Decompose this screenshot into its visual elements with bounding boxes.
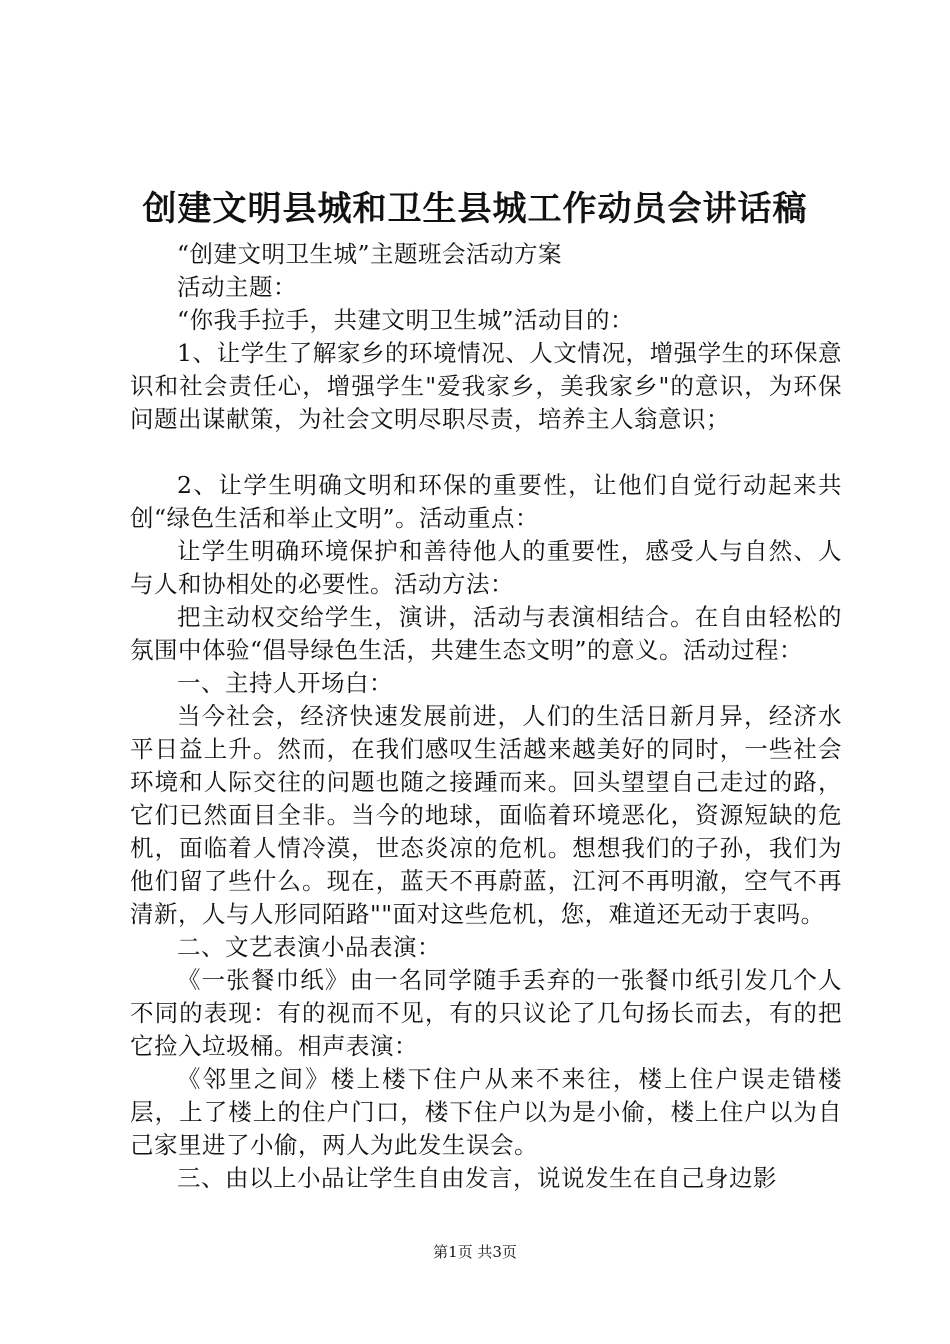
paragraph: 2、让学生明确文明和环保的重要性，让他们自觉行动起来共创“绿色生活和举止文明”。活动重点： bbox=[130, 471, 842, 532]
paragraph: 《邻里之间》楼上楼下住户从来不来往，楼上住户误走错楼层，上了楼上的住户门口，楼下住户以为是小偷，楼上住户以为自己家里进了小偷，两人为此发生误会。 bbox=[130, 1065, 842, 1159]
paragraph: 1、让学生了解家乡的环境情况、人文情况，增强学生的环保意识和社会责任心，增强学生"爱我家乡，美我家乡"的意识，为环保问题出谋献策，为社会文明尽职尽责，培养主人翁意识； bbox=[130, 339, 842, 433]
document-body bbox=[130, 238, 842, 1195]
paragraph: “创建文明卫生城”主题班会活动方案 bbox=[177, 240, 563, 268]
paragraph: 活动主题： bbox=[177, 273, 297, 301]
paragraph: 当今社会，经济快速发展前进，人们的生活日新月异，经济水平日益上升。然而，在我们感叹生活越来越美好的同时，一些社会环境和人际交往的问题也随之接踵而来。回头望望自己走过的路，它们已然面目全非。当今的地球，面临着环境恶化，资源短缺的危机，面临着人情冷漠，世态炎凉的危机。想想我们的子孙，我们为他们留了些什么。现在，蓝天不再蔚蓝，江河不再明澈，空气不再清新，人与人形同陌路""面对这些危机，您，难道还无动于衷吗。 bbox=[130, 702, 842, 928]
paragraph: 三、由以上小品让学生自由发言，说说发生在自己身边影 bbox=[177, 1164, 777, 1192]
paragraph: 把主动权交给学生，演讲，活动与表演相结合。在自由轻松的氛围中体验“倡导绿色生活，共建生态文明”的意义。活动过程： bbox=[130, 603, 842, 664]
paragraph: 《一张餐巾纸》由一名同学随手丢弃的一张餐巾纸引发几个人不同的表现：有的视而不见，有的只议论了几句扬长而去，有的把它捡入垃圾桶。相声表演： bbox=[130, 966, 842, 1060]
paragraph: 一、主持人开场白： bbox=[177, 669, 393, 697]
paragraph: “你我手拉手，共建文明卫生城”活动目的： bbox=[177, 306, 635, 334]
paragraph: 二、文艺表演小品表演： bbox=[177, 933, 441, 961]
paragraph: 让学生明确环境保护和善待他人的重要性，感受人与自然、人与人和协相处的必要性。活动方法： bbox=[130, 537, 842, 598]
document-title: 创建文明县城和卫生县城工作动员会讲话稿 bbox=[142, 189, 808, 229]
page-number-footer: 第1页 共3页 bbox=[433, 1243, 517, 1261]
